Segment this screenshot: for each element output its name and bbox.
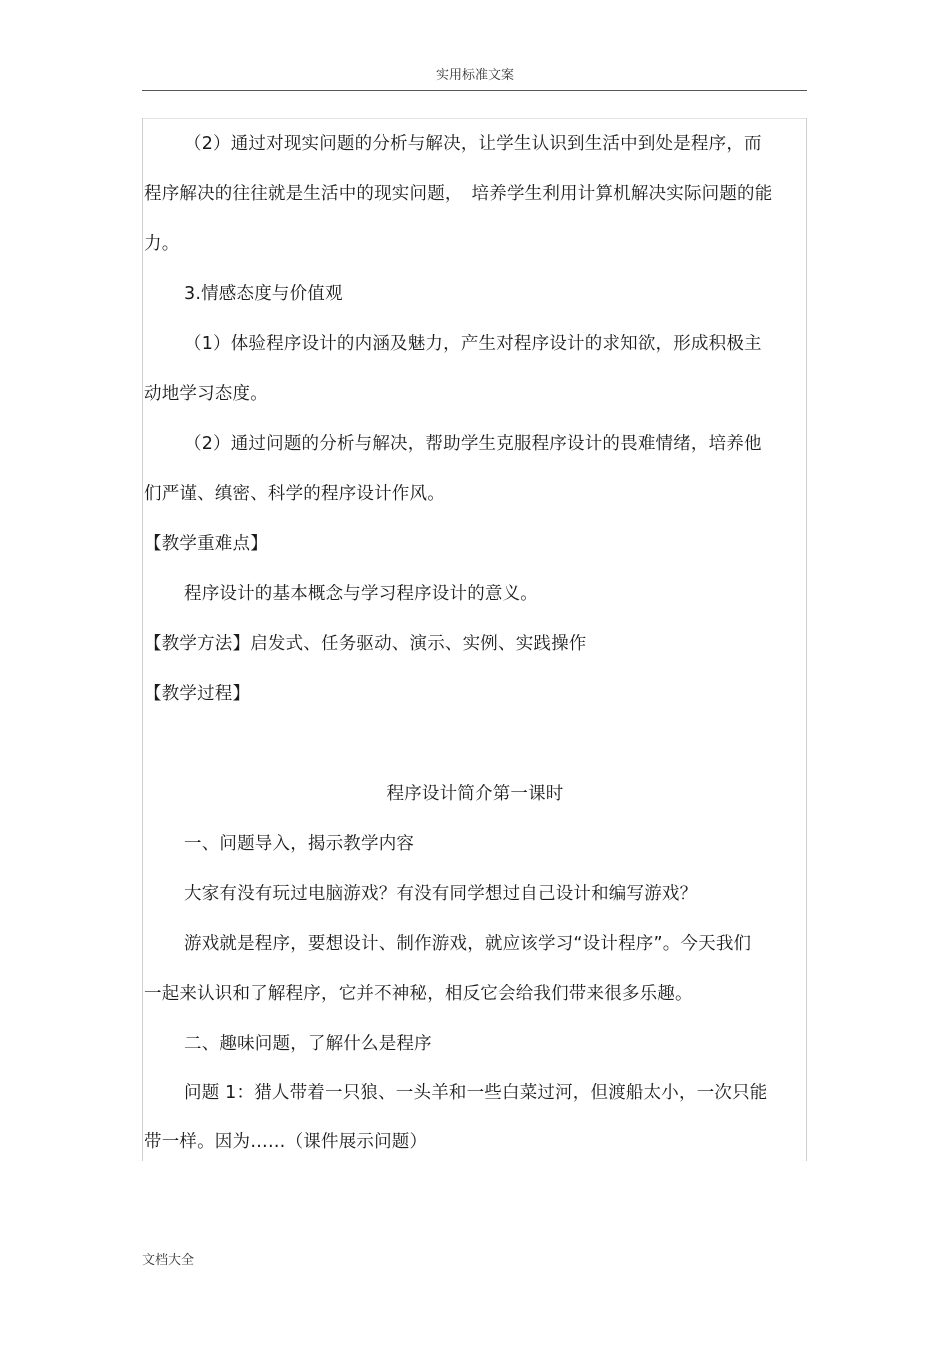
section-heading: 一、问题导入，揭示教学内容 [184, 834, 415, 854]
paragraph-line: 问题 1：猎人带着一只狼、一头羊和一些白菜过河，但渡船太小，一次只能 [184, 1083, 768, 1103]
paragraph-line: 动地学习态度。 [144, 384, 268, 404]
lesson-title: 程序设计简介第一课时 [386, 784, 564, 804]
page-footer-label: 文档大全 [142, 1253, 195, 1268]
section-heading: 【教学重难点】 [144, 534, 268, 554]
paragraph-line: 程序设计的基本概念与学习程序设计的意义。 [184, 584, 538, 604]
paragraph-line: 力。 [144, 234, 180, 254]
paragraph-line: 大家有没有玩过电脑游戏？有没有同学想过自己设计和编写游戏？ [184, 884, 698, 904]
section-heading: 【教学过程】 [144, 684, 251, 704]
table-frame-right [806, 118, 807, 1161]
paragraph-line: 一起来认识和了解程序，它并不神秘，相反它会给我们带来很多乐趣。 [144, 984, 693, 1004]
table-frame-left [142, 118, 143, 1161]
paragraph-line: （2）通过问题的分析与解决，帮助学生克服程序设计的畏难情绪，培养他 [184, 434, 762, 454]
paragraph-line: 程序解决的往往就是生活中的现实问题， 培养学生利用计算机解决实际问题的能 [144, 184, 773, 204]
page-header-title: 实用标准文案 [435, 68, 514, 83]
paragraph-line: （2）通过对现实问题的分析与解决，让学生认识到生活中到处是程序，而 [184, 134, 762, 154]
paragraph-line: 带一样。因为……（课件展示问题） [144, 1132, 428, 1152]
section-heading: 【教学方法】启发式、任务驱动、演示、实例、实践操作 [144, 634, 587, 654]
paragraph-line: 们严谨、缜密、科学的程序设计作风。 [144, 484, 445, 504]
table-frame-top [142, 118, 807, 119]
paragraph-line: 游戏就是程序，要想设计、制作游戏，就应该学习“设计程序”。今天我们 [184, 934, 752, 954]
section-heading: 二、趣味问题，了解什么是程序 [184, 1034, 432, 1054]
header-divider [142, 90, 807, 91]
paragraph-line: （1）体验程序设计的内涵及魅力，产生对程序设计的求知欲，形成积极主 [184, 334, 762, 354]
section-heading: 3.情感态度与价值观 [184, 284, 343, 304]
